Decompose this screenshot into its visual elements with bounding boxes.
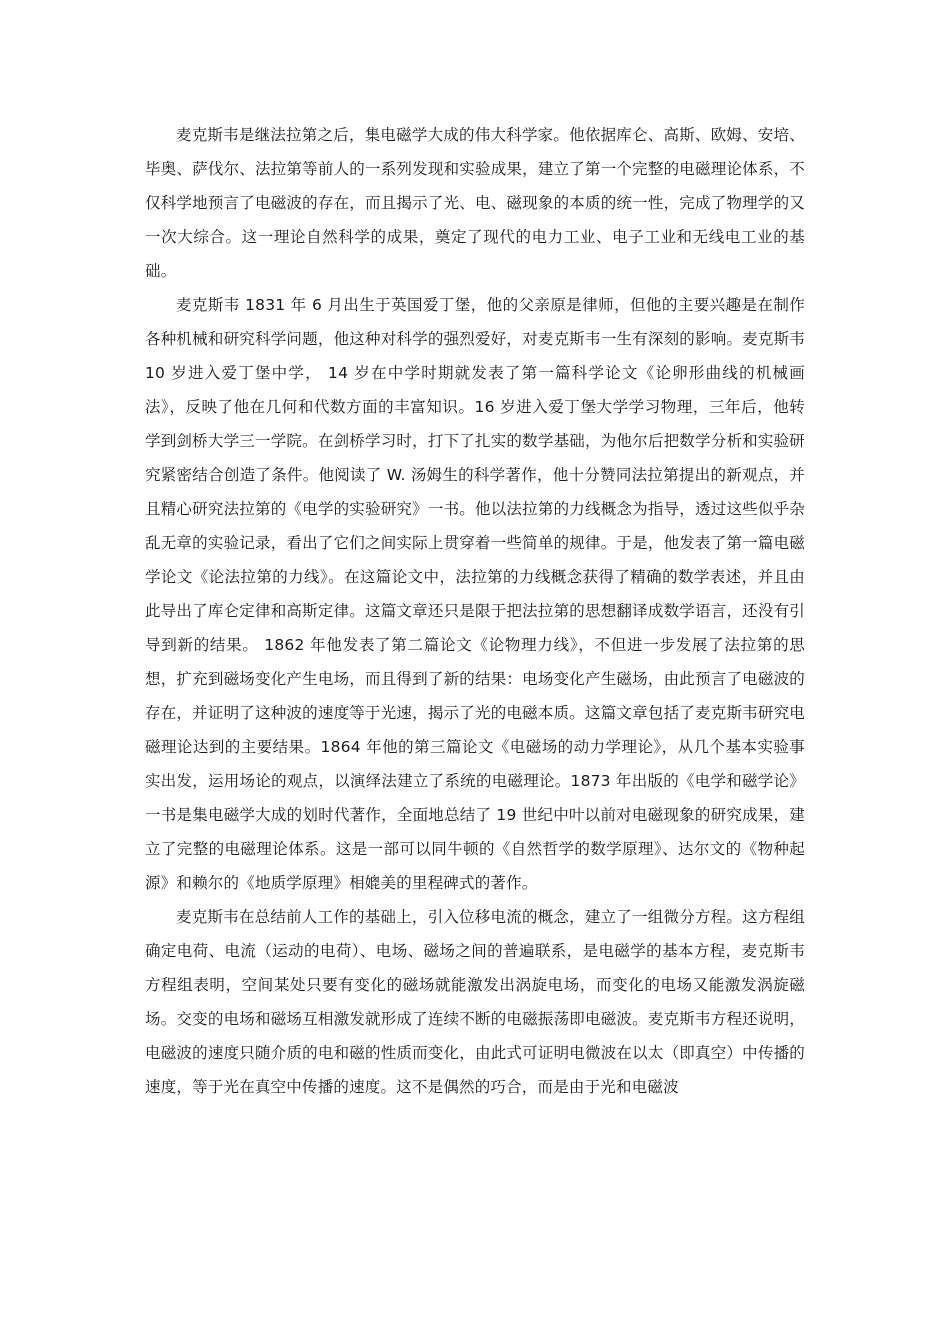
paragraph-intro: 麦克斯韦是继法拉第之后，集电磁学大成的伟大科学家。他依据库仑、高斯、欧姆、安培、毕奥、萨伐尔、法拉第等前人的一系列发现和实验成果，建立了第一个完整的电磁理论体系，不仅科学地预言了电磁波的存在，而且揭示了光、电、磁现象的本质的统一性，完成了物理学的又一次大综合。这一理论自然科学的成果，奠定了现代的电力工业、电子工业和无线电工业的基础。 xyxy=(145,126,805,280)
paragraph-biography: 麦克斯韦 1831 年 6 月出生于英国爱丁堡，他的父亲原是律师，但他的主要兴趣是在制作各种机械和研究科学问题，他这种对科学的强烈爱好，对麦克斯韦一生有深刻的影响。麦克斯韦 10 岁进入爱丁堡中学， 14 岁在中学时期就发表了第一篇科学论文《论卵形曲线的机械画法》，反映了他在几何和代数方面的丰富知识。16 岁进入爱丁堡大学学习物理，三年后，他转学到剑桥大学三一学院。在剑桥学习时，打下了扎实的数学基础，为他尔后把数学分析和实验研究紧密结合创造了条件。他阅读了 W. 汤姆生的科学著作，他十分赞同法拉第提出的新观点，并且精心研究法拉第的《电学的实验研究》一书。他以法拉第的力线概念为指导，透过这些似乎杂乱无章的实验记录，看出了它们之间实际上贯穿着一些简单的规律。于是，他发表了第一篇电磁学论文《论法拉第的力线》。在这篇论文中，法拉第的力线概念获得了精确的数学表述，并且由此导出了库仑定律和高斯定律。这篇文章还只是限于把法拉第的思想翻译成数学语言，还没有引导到新的结果。 1862 年他发表了第二篇论文《论物理力线》，不但进一步发展了法拉第的思想，扩充到磁场变化产生电场，而且得到了新的结果：电场变化产生磁场，由此预言了电磁波的存在，并证明了这种波的速度等于光速，揭示了光的电磁本质。这篇文章包括了麦克斯韦研究电磁理论达到的主要结果。1864 年他的第三篇论文《电磁场的动力学理论》，从几个基本实验事实出发，运用场论的观点，以演绎法建立了系统的电磁理论。1873 年出版的《电学和磁学论》一书是集电磁学大成的划时代著作，全面地总结了 19 世纪中叶以前对电磁现象的研究成果，建立了完整的电磁理论体系。这是一部可以同牛顿的《自然哲学的数学原理》、达尔文的《物种起源》和赖尔的《地质学原理》相媲美的里程碑式的著作。 xyxy=(145,296,805,892)
document-body xyxy=(145,118,805,1104)
paragraph-equations: 麦克斯韦在总结前人工作的基础上，引入位移电流的概念，建立了一组微分方程。这方程组确定电荷、电流（运动的电荷）、电场、磁场之间的普遍联系，是电磁学的基本方程，麦克斯韦方程组表明，空间某处只要有变化的磁场就能激发出涡旋电场，而变化的电场又能激发涡旋磁场。交变的电场和磁场互相激发就形成了连续不断的电磁振荡即电磁波。麦克斯韦方程还说明，电磁波的速度只随介质的电和磁的性质而变化，由此式可证明电微波在以太（即真空）中传播的速度，等于光在真空中传播的速度。这不是偶然的巧合，而是由于光和电磁波 xyxy=(145,908,805,1096)
